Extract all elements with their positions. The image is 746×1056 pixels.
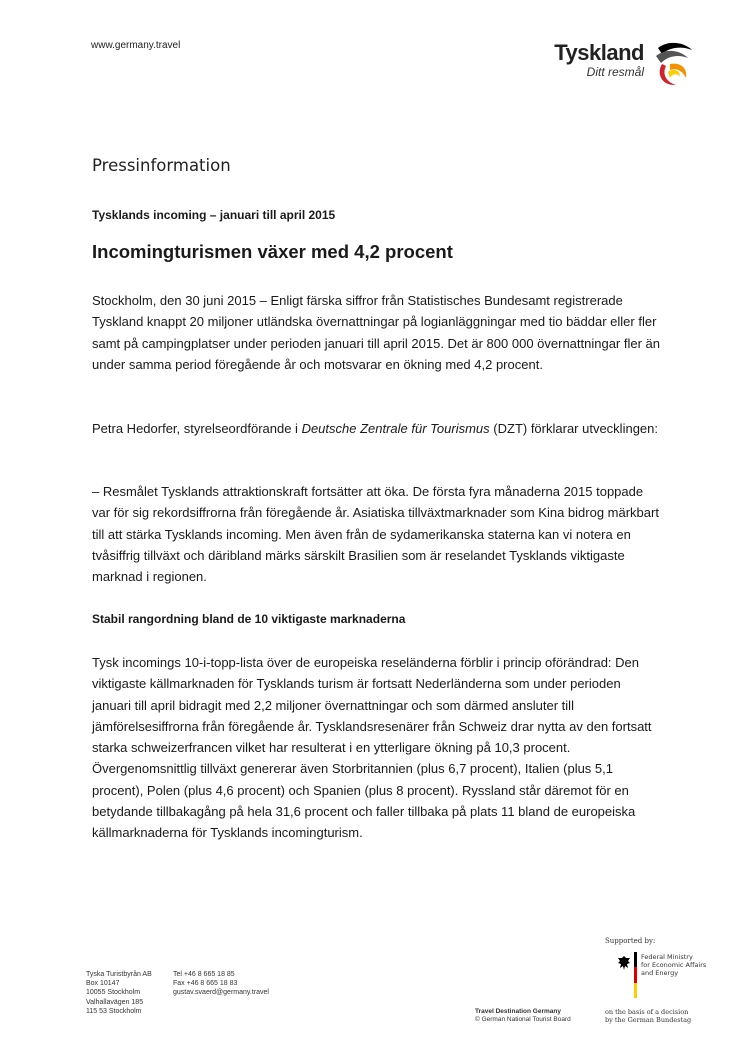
eagle-icon (617, 955, 631, 971)
ministry-line: for Economic Affairs (641, 961, 707, 969)
paragraph-intro: Stockholm, den 30 juni 2015 – Enligt färska siffror från Statistisches Bundesamt registrerade Tyskland knappt 20 miljoner utländska övernattningar på logianläggningar med tio bäddar eller fler samt på campingplatser under perioden januari till april 2015. Det är 800 000 övernattningar fler än under samma period föregående år och motsvarar en ökning med 4,2 procent. (92, 293, 661, 372)
logo-subtitle: Ditt resmål (586, 65, 644, 79)
travel-destination-germany (475, 1008, 571, 1024)
contact-email[interactable]: gustav.svaerd@germany.travel (173, 989, 269, 997)
tdg-title: Travel Destination Germany (475, 1008, 561, 1015)
supported-by-label: Supported by: (605, 937, 656, 945)
footer-contact (173, 970, 269, 998)
dzt-name: Deutsche Zentrale für Tourismus (301, 421, 490, 436)
address-line: 115 53 Stockholm (86, 1007, 142, 1015)
website-url: www.germany.travel (91, 40, 181, 51)
paragraph-quote: – Resmålet Tysklands attraktionskraft fortsätter att öka. De första fyra månaderna 2015 toppade var för sig rekordsiffrorna från föregående år. Asiatiska tillväxtmarknader som Kina bidrog märkbart till att stärka Tysklands incoming. Men även från de sydamerikanska staterna kan vi notera en tvåsiffrig tillväxt och däribland märks särskilt Brasilien som är reselandet Tysklands viktigaste marknad i regionen. (92, 484, 659, 585)
footer-address (86, 970, 152, 1016)
swirl-logo-icon (648, 38, 696, 88)
ministry-line: and Energy (641, 969, 679, 977)
paragraph-quote-intro-post: (DZT) förklarar utvecklingen: (489, 421, 658, 436)
address-line: Box 10147 (86, 980, 120, 988)
kicker-heading: Tysklands incoming – januari till april 2015 (92, 208, 336, 222)
headline: Incomingturismen växer med 4,2 procent (92, 241, 453, 262)
paragraph-quote-intro (92, 418, 662, 439)
basis-line: on the basis of a decision (605, 1008, 689, 1016)
press-label: Pressinformation (92, 156, 231, 175)
paragraph-markets: Tysk incomings 10-i-topp-lista över de europeiska reseländerna förblir i princip oförändrad: Den viktigaste källmarknaden för Tysklands turism är fortsatt Nederländerna som under perioden januari till april bidragit med 2,2 miljoner övernattningar och som därmed ansluter till jämförelsesiffrorna från föregående år. Tysklandsresenärer från Schweiz drar nytta av den fortsatt starka schweizerfrancen vilket har resulterat i en ytterligare ökning på 10,3 procent. Övergenomsnittlig tillväxt genererar även Storbritannien (plus 6,7 procent), Italien (plus 5,1 procent), Polen (plus 4,6 procent) och Spanien (plus 8 procent). Ryssland står däremot för en betydande tillbakagång på hela 31,6 procent och faller tillbaka på plats 11 bland de europeiska källmarknaderna för Tysklands incomingturism. (92, 655, 652, 841)
contact-phone: Tel +46 8 665 18 85 (173, 971, 235, 978)
bundestag-basis (605, 1008, 691, 1024)
address-line: Valhallavägen 185 (86, 998, 144, 1006)
ministry-line: Federal Ministry (641, 953, 693, 961)
address-line: 10055 Stockholm (86, 989, 141, 997)
address-line: Tyska Turistbyrån AB (86, 971, 152, 978)
contact-fax: Fax +46 8 665 18 83 (173, 980, 238, 988)
basis-line: by the German Bundestag (605, 1016, 692, 1024)
german-flag-bar (634, 952, 637, 998)
subheading: Stabil rangordning bland de 10 viktigaste marknaderna (92, 612, 406, 626)
tdg-subtitle: © German National Tourist Board (475, 1016, 571, 1023)
logo-title: Tyskland (554, 40, 644, 65)
paragraph-quote-intro-pre: Petra Hedorfer, styrelseordförande i (92, 421, 302, 436)
federal-ministry-label (641, 953, 706, 977)
tyskland-logo (556, 38, 696, 88)
